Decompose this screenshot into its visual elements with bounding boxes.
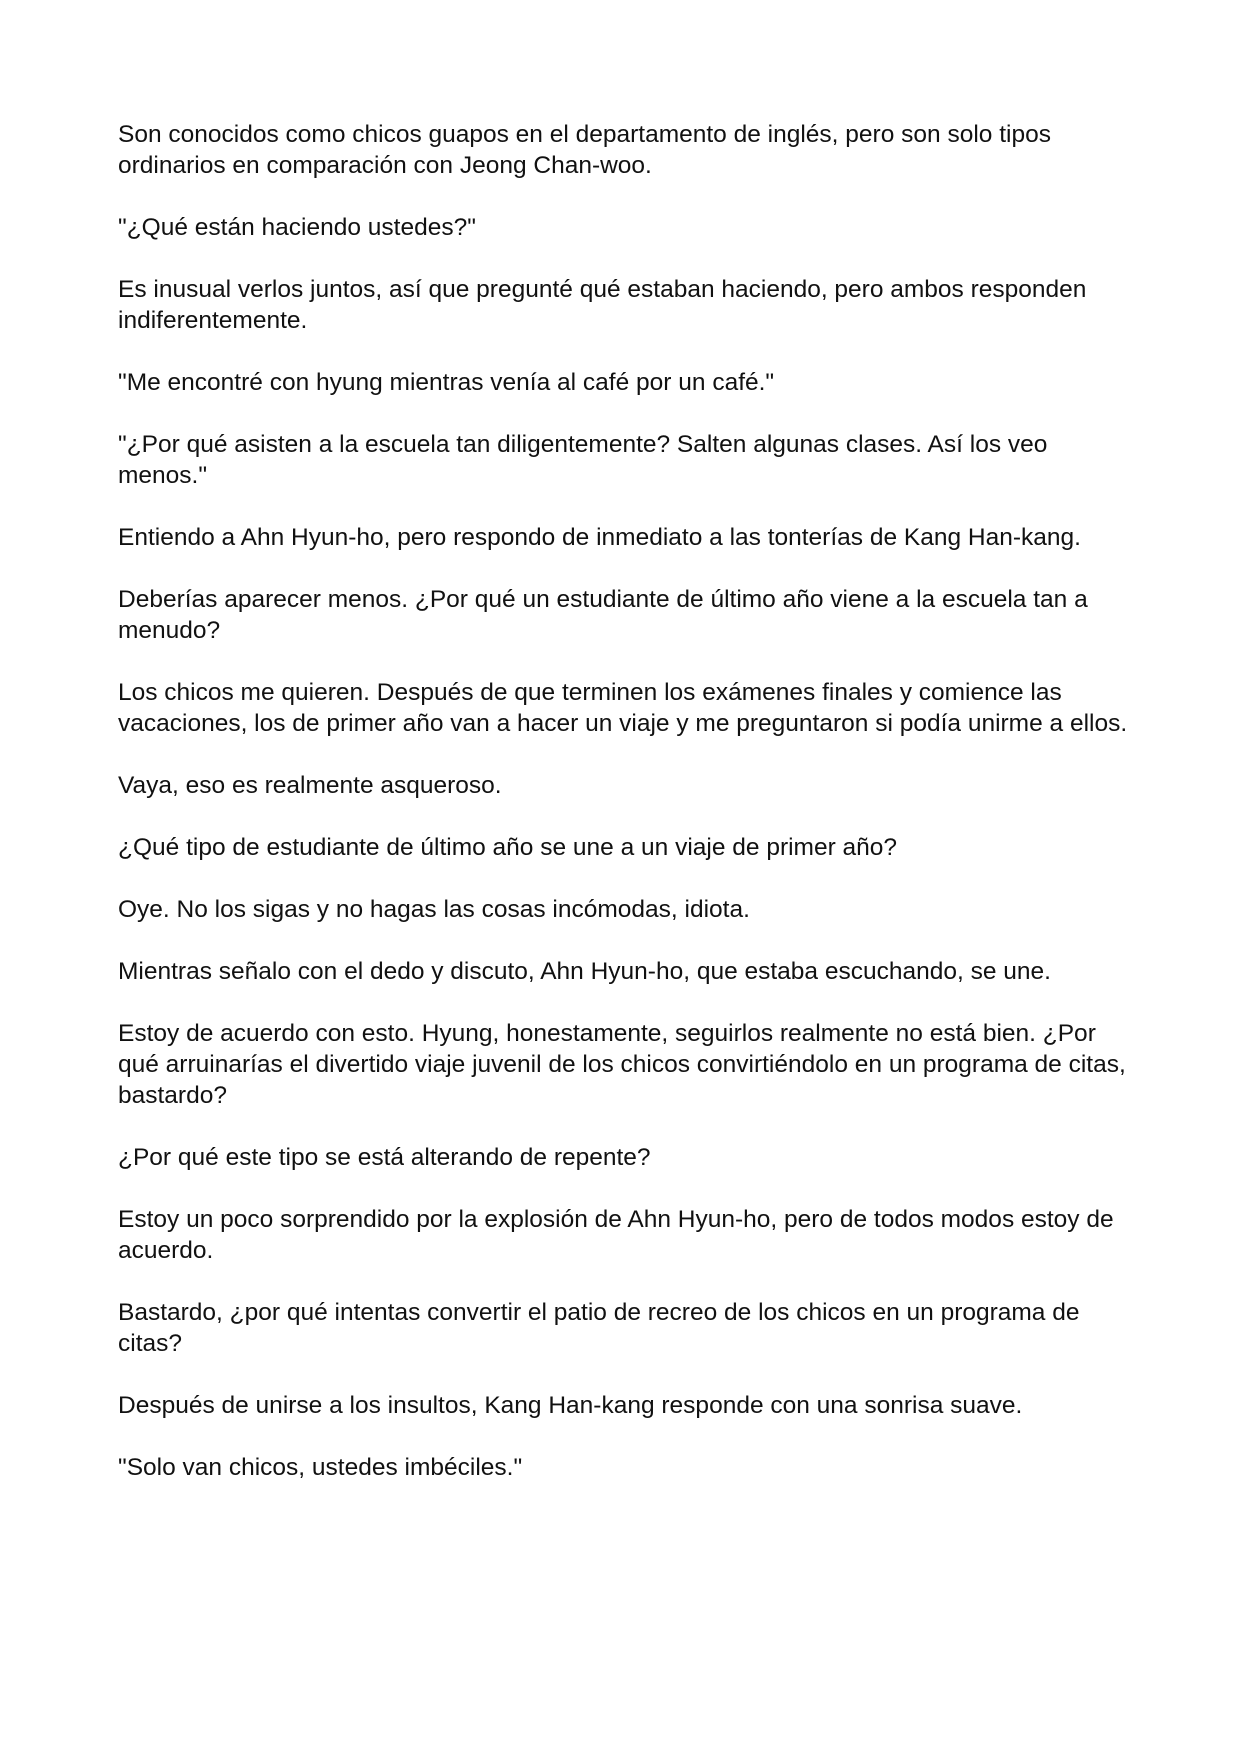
paragraph: "Me encontré con hyung mientras venía al café por un café." <box>118 369 775 396</box>
paragraph: Estoy de acuerdo con esto. Hyung, honestamente, seguirlos realmente no está bien. ¿Por qué arruinarías el divertido viaje juvenil de los chicos convirtiéndolo en un programa de citas, bastardo? <box>118 1020 1126 1109</box>
paragraph: Oye. No los sigas y no hagas las cosas incómodas, idiota. <box>118 896 750 923</box>
paragraph: Estoy un poco sorprendido por la explosión de Ahn Hyun-ho, pero de todos modos estoy de acuerdo. <box>118 1206 1114 1264</box>
paragraph: Los chicos me quieren. Después de que terminen los exámenes finales y comience las vacaciones, los de primer año van a hacer un viaje y me preguntaron si podía unirme a ellos. <box>118 679 1128 737</box>
paragraph: ¿Por qué este tipo se está alterando de repente? <box>118 1144 651 1171</box>
paragraph: Bastardo, ¿por qué intentas convertir el patio de recreo de los chicos en un programa de citas? <box>118 1299 1080 1357</box>
paragraph: "¿Por qué asisten a la escuela tan diligentemente? Salten algunas clases. Así los veo menos." <box>118 431 1048 489</box>
paragraph: "¿Qué están haciendo ustedes?" <box>118 214 476 241</box>
paragraph: "Solo van chicos, ustedes imbéciles." <box>118 1454 523 1481</box>
paragraph: Mientras señalo con el dedo y discuto, Ahn Hyun-ho, que estaba escuchando, se une. <box>118 958 1051 985</box>
paragraph: Vaya, eso es realmente asqueroso. <box>118 772 502 799</box>
document-body <box>118 119 1128 1514</box>
paragraph: Entiendo a Ahn Hyun-ho, pero respondo de inmediato a las tonterías de Kang Han-kang. <box>118 524 1081 551</box>
paragraph: ¿Qué tipo de estudiante de último año se une a un viaje de primer año? <box>118 834 898 861</box>
paragraph: Son conocidos como chicos guapos en el departamento de inglés, pero son solo tipos ordinarios en comparación con Jeong Chan-woo. <box>118 121 1051 179</box>
paragraph: Es inusual verlos juntos, así que pregunté qué estaban haciendo, pero ambos responden indiferentemente. <box>118 276 1087 334</box>
paragraph: Deberías aparecer menos. ¿Por qué un estudiante de último año viene a la escuela tan a menudo? <box>118 586 1088 644</box>
paragraph: Después de unirse a los insultos, Kang Han-kang responde con una sonrisa suave. <box>118 1392 1023 1419</box>
